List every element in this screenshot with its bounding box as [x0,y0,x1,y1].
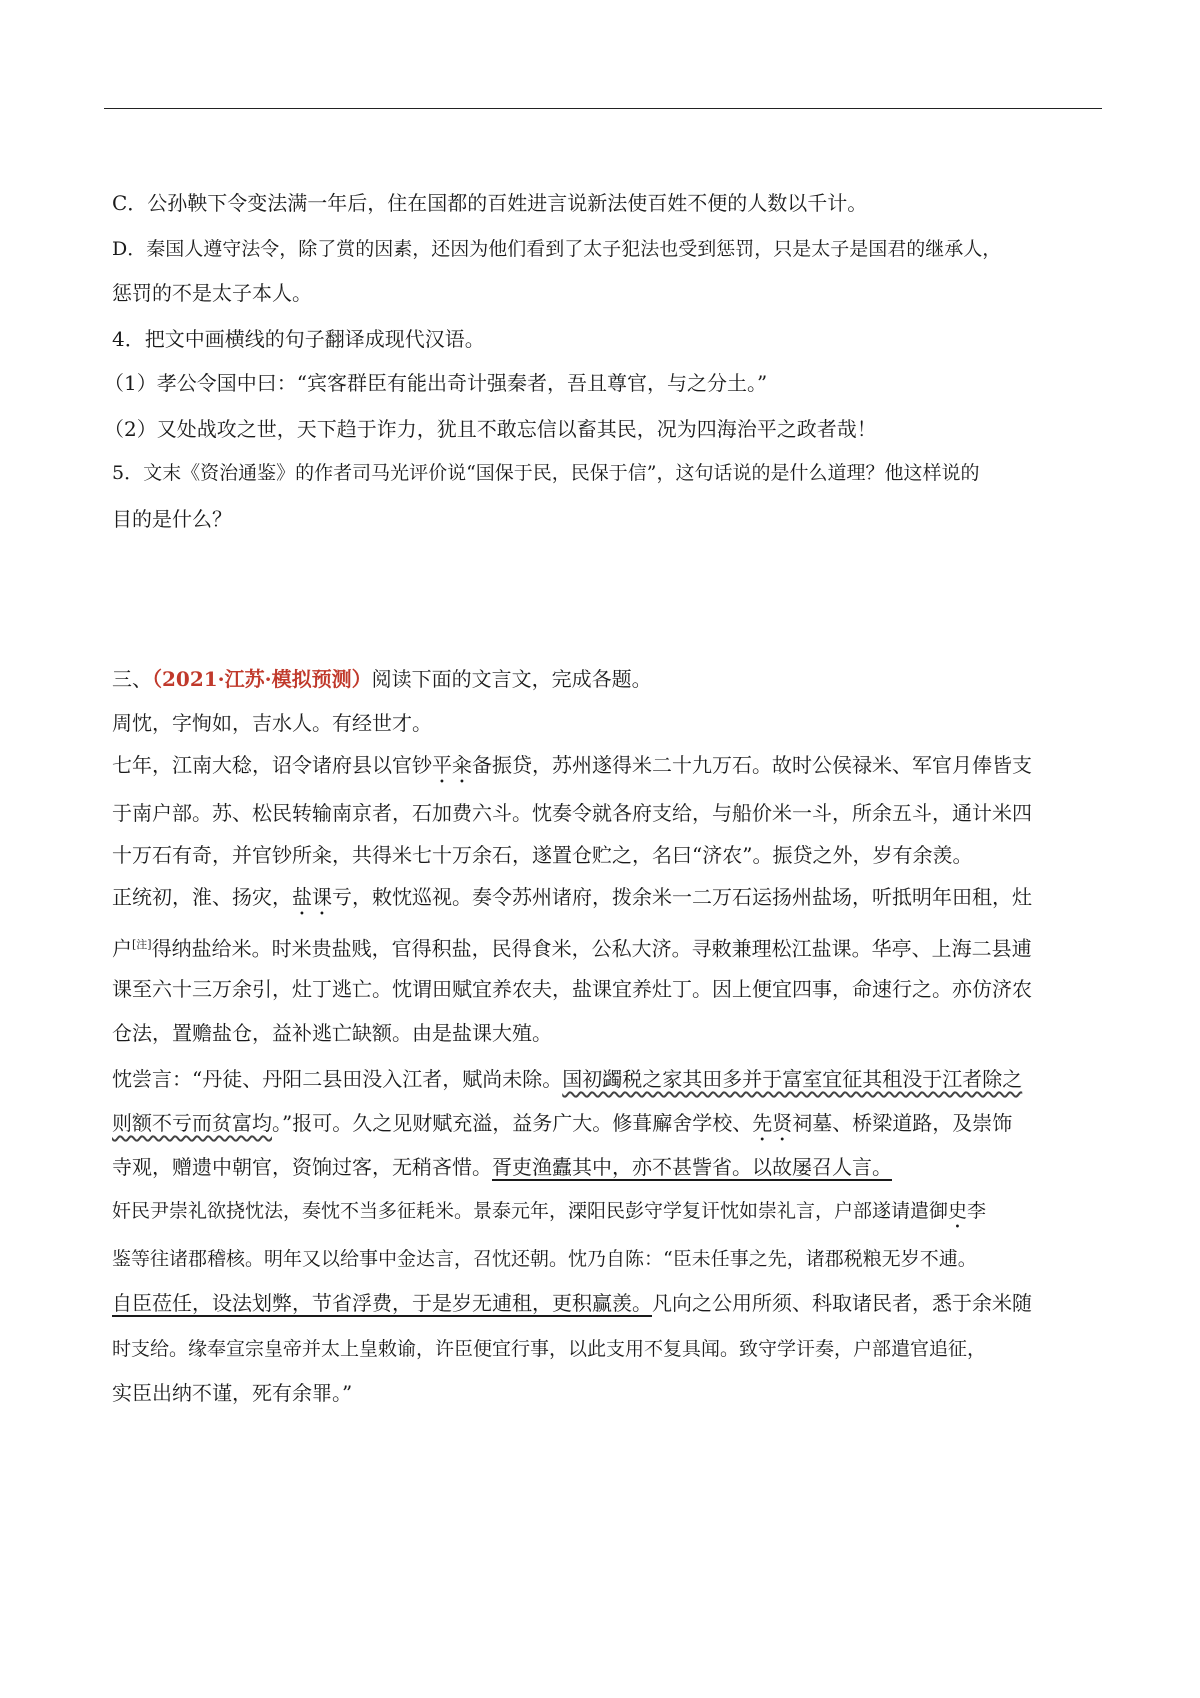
dotted-term: 平籴 [432,753,472,777]
text-span: 奸民尹崇礼欲挠忱法，奏忱不当多征耗米。景泰元年，溧阳民彭守学复讦忱如崇礼言，户部遂请遣御 [112,1200,949,1222]
text-span: 凡向之公用所须、科取诸民者，悉于余米随 [652,1291,1032,1315]
question-5-line1: 5．文末《资治通鉴》的作者司马光评价说“国保于民，民保于信”，这句话说的是什么道理？他这样说的 [112,462,980,484]
question-4-2: （2）又处战攻之世，天下趋于诈力，犹且不敢忘信以畜其民，况为四海治平之政者哉！ [104,417,877,441]
wavy-underlined-sentence: 国初蠲税之家其田多并于富室宜征其租没于江者除之 [562,1067,1023,1091]
footnote-marker: [注] [132,938,152,951]
section-3-heading [112,666,652,692]
dotted-term: 盐课 [292,885,332,909]
dotted-term: 史 [948,1200,968,1222]
option-d-line1: D．秦国人遵守法令，除了赏的因素，还因为他们看到了太子犯法也受到惩罚，只是太子是国君的继承人， [112,238,1002,260]
text-span: 备振贷，苏州遂得米二十九万石。故时公侯禄米、军官月俸皆支 [472,753,1032,777]
passage-p5-line4: 时支给。缘奉宣宗皇帝并太上皇敕谕，许臣便宜行事，以此支用不复具闻。致守学讦奏，户部遣官追征， [112,1338,987,1360]
question-4-1: （1）孝公令国中曰：“宾客群臣有能出奇计强秦者，吾且尊官，与之分土。” [104,371,768,395]
wavy-underlined-sentence: 则额不亏而贫富均 [112,1111,272,1135]
text-span: 户 [112,936,132,961]
text-span: 正统初，淮、扬灾， [112,885,292,909]
passage-p5-line5: 实臣出纳不谨，死有余罪。” [112,1381,353,1405]
option-d-line2: 惩罚的不是太子本人。 [112,281,312,305]
passage-p2-line2: 于南户部。苏、松民转输南京者，石加费六斗。忱奏令就各府支给，与船价米一斗，所余五斗，通计米四 [112,801,1032,825]
passage-p5-line1 [112,1198,986,1233]
text-span: 忱尝言：“丹徒、丹阳二县田没入江者，赋尚未除。 [112,1067,563,1091]
passage-p3-line4: 仓法，置赡盐仓，益补逃亡缺额。由是盐课大殖。 [112,1021,552,1045]
passage-p4-line1 [112,1066,1022,1092]
question-5-line2: 目的是什么？ [112,507,232,531]
passage-p1: 周忱，字恂如，吉水人。有经世才。 [112,711,432,735]
text-span: 七年，江南大稔，诏令诸府县以官钞 [112,753,432,777]
section-source: （2021·江苏·模拟预测） [152,667,372,691]
text-span: 亏，敕忱巡视。奏令苏州诸府，拨余米一二万石运扬州盐场，听抵明年田租，灶 [332,885,1032,909]
text-span: 祠墓、桥梁道路，及崇饰 [792,1111,1013,1135]
text-span: 。”报可。久之见财赋充溢，益务广大。修葺廨舍学校、 [272,1111,753,1135]
passage-p3-line1 [112,884,1032,920]
passage-p4-line2 [112,1110,1012,1146]
passage-p3-line3: 课至六十三万余引，灶丁逃亡。忱谓田赋宜养农夫，盐课宜养灶丁。因上便宜四事，命速行之。亦仿济农 [112,977,1032,1001]
text-span: 李 [967,1200,987,1222]
passage-p5-line3 [112,1290,1032,1316]
option-c: C．公孙鞅下令变法满一年后，住在国都的百姓进言说新法使百姓不便的人数以千计。 [112,191,868,215]
passage-p3-line2 [112,932,1032,962]
section-instruction: 阅读下面的文言文，完成各题。 [371,667,652,691]
text-span: 得纳盐给米。时米贵盐贱，官得积盐，民得食米，公私大济。寻敕兼理松江盐课。华亭、上海二县逋 [151,936,1032,961]
underlined-sentence: 自臣莅任，设法划弊，节省浮费，于是岁无逋租，更积赢羡。 [112,1291,652,1315]
dotted-term: 先贤 [752,1111,793,1135]
passage-p2-line3: 十万石有奇，并官钞所籴，共得米七十万余石，遂置仓贮之，名曰“济农”。振贷之外，岁有余羡。 [112,843,973,867]
section-prefix: 三、 [112,667,152,691]
passage-p4-line3 [112,1154,892,1180]
question-4: 4．把文中画横线的句子翻译成现代汉语。 [112,327,485,351]
passage-p2-line1 [112,752,1032,788]
header-rule [104,108,1102,109]
passage-p5-line2: 鉴等往诸郡稽核。明年又以给事中金达言，召忱还朝。忱乃自陈：“臣未任事之先，诸郡税粮无岁不逋。 [112,1248,977,1270]
text-span: 寺观，赠遗中朝官，资饷过客，无稍吝惜。 [112,1155,492,1179]
underlined-sentence: 胥吏渔蠹其中，亦不甚訾省。以故屡召人言。 [492,1155,892,1179]
